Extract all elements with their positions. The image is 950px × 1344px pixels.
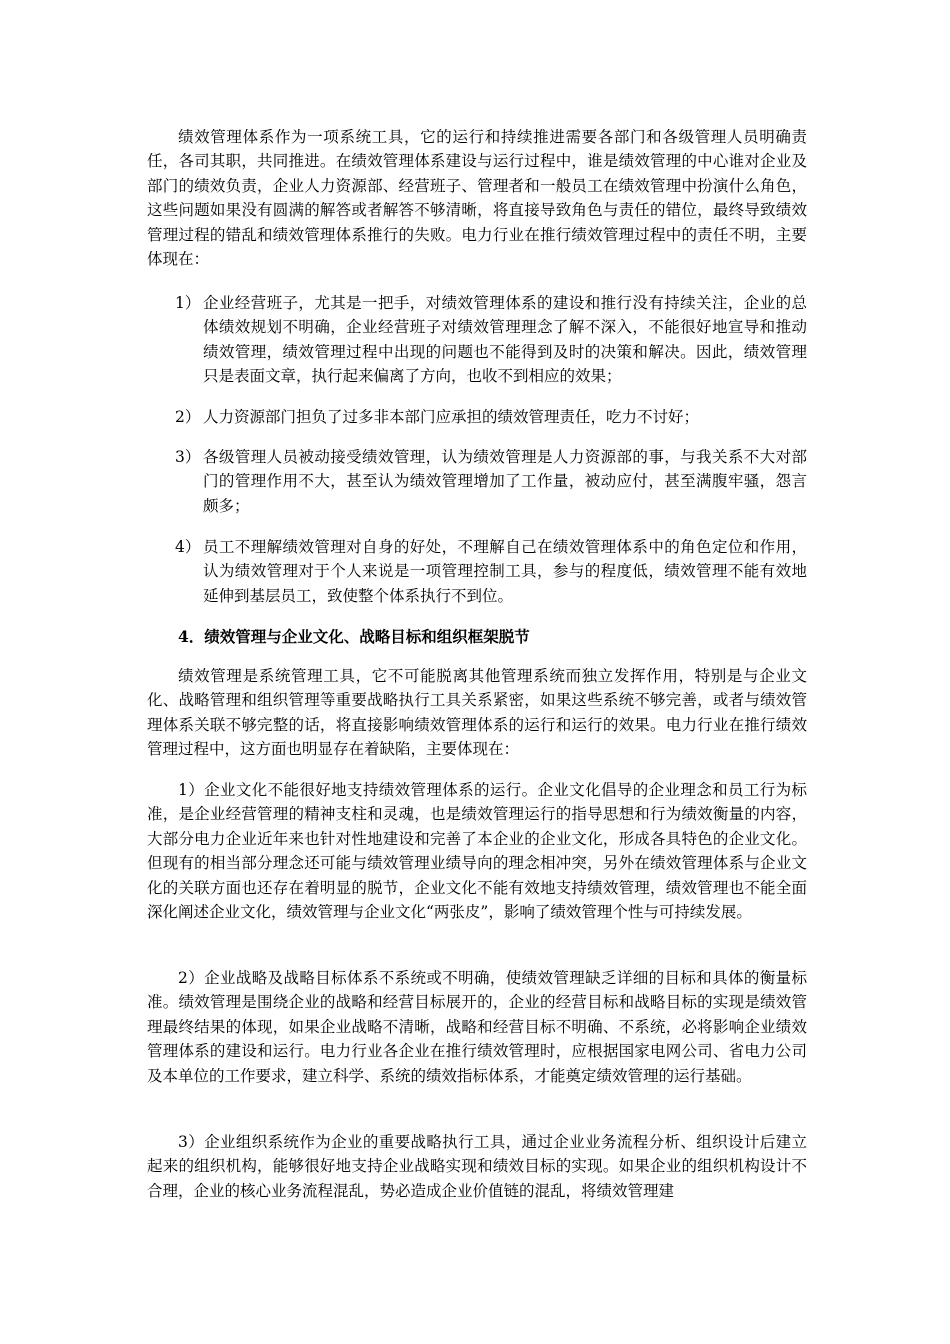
list-item bbox=[175, 445, 807, 518]
list-item-number: 3） bbox=[175, 448, 201, 466]
list-item-number: 4） bbox=[175, 538, 201, 556]
list-item-text: 企业经营班子，尤其是一把手，对绩效管理体系的建设和推行没有持续关注，企业的总体绩效规划不明确，企业经营班子对绩效管理理念了解不深入，不能很好地宣导和推动绩效管理，绩效管理过程中出现的问题也不能得到及时的决策和解决。因此，绩效管理只是表面文章，执行起来偏离了方向，也收不到相应的效果； bbox=[203, 294, 807, 386]
paragraph-responsibility: 绩效管理体系作为一项系统工具，它的运行和持续推进需要各部门和各级管理人员明确责任，各司其职，共同推进。在绩效管理体系建设与运行过程中，谁是绩效管理的中心谁对企业及部门的绩效负责，企业人力资源部、经营班子、管理者和一般员工在绩效管理中扮演什么角色，这些问题如果没有圆满的解答或者解答不够清晰，将直接导致角色与责任的错位，最终导致绩效管理过程的错乱和绩效管理体系推行的失败。电力行业在推行绩效管理过程中的责任不明，主要体现在： bbox=[147, 128, 807, 269]
list-item bbox=[175, 405, 807, 429]
section-heading: 4．绩效管理与企业文化、战略目标和组织框架脱节 bbox=[178, 627, 530, 646]
list-item-text: 各级管理人员被动接受绩效管理，认为绩效管理是人力资源部的事，与我关系不大对部门的管理作用不大，甚至认为绩效管理增加了工作量，被动应付，甚至满腹牢骚，怨言颇多； bbox=[203, 448, 807, 515]
list-item-text: 员工不理解绩效管理对自身的好处，不理解自己在绩效管理体系中的角色定位和作用，认为绩效管理对于个人来说是一项管理控制工具，参与的程度低，绩效管理不能有效地延伸到基层员工，致使整个体系执行不到位。 bbox=[203, 538, 807, 605]
list-item bbox=[175, 291, 807, 389]
list-item-text: 人力资源部门担负了过多非本部门应承担的绩效管理责任，吃力不讨好； bbox=[203, 408, 700, 426]
list-item-number: 2） bbox=[175, 408, 201, 426]
paragraph-system-tool: 绩效管理是系统管理工具，它不可能脱离其他管理系统而独立发挥作用，特别是与企业文化、战略管理和组织管理等重要战略执行工具关系紧密，如果这些系统不够完善，或者与绩效管理体系关联不够完整的话，将直接影响绩效管理体系的运行和运行的效果。电力行业在推行绩效管理过程中，这方面也明显存在着缺陷，主要体现在： bbox=[147, 667, 807, 759]
paragraph-culture: 1）企业文化不能很好地支持绩效管理体系的运行。企业文化倡导的企业理念和员工行为标准，是企业经营管理的精神支柱和灵魂，也是绩效管理运行的指导思想和行为绩效衡量的内容，大部分电力企业近年来也针对性地建设和完善了本企业的企业文化，形成各具特色的企业文化。但现有的相当部分理念还可能与绩效管理业绩导向的理念相冲突，另外在绩效管理体系与企业文化的关联方面也还存在着明显的脱节，企业文化不能有效地支持绩效管理，绩效管理也不能全面深化阐述企业文化，绩效管理与企业文化“两张皮”，影响了绩效管理个性与可持续发展。 bbox=[147, 781, 807, 922]
list-item bbox=[175, 535, 807, 608]
list-item-number: 1） bbox=[175, 294, 201, 312]
paragraph-strategy: 2）企业战略及战略目标体系不系统或不明确，使绩效管理缺乏详细的目标和具体的衡量标准。绩效管理是围绕企业的战略和经营目标展开的，企业的经营目标和战略目标的实现是绩效管理最终结果的体现，如果企业战略不清晰，战略和经营目标不明确、不系统，必将影响企业绩效管理体系的建设和运行。电力行业各企业在推行绩效管理时，应根据国家电网公司、省电力公司及本单位的工作要求，建立科学、系统的绩效指标体系，才能奠定绩效管理的运行基础。 bbox=[147, 969, 807, 1085]
paragraph-organization: 3）企业组织系统作为企业的重要战略执行工具，通过企业业务流程分析、组织设计后建立起来的组织机构，能够很好地支持企业战略实现和绩效目标的实现。如果企业的组织机构设计不合理，企业的核心业务流程混乱，势必造成企业价值链的混乱，将绩效管理建 bbox=[147, 1133, 807, 1200]
